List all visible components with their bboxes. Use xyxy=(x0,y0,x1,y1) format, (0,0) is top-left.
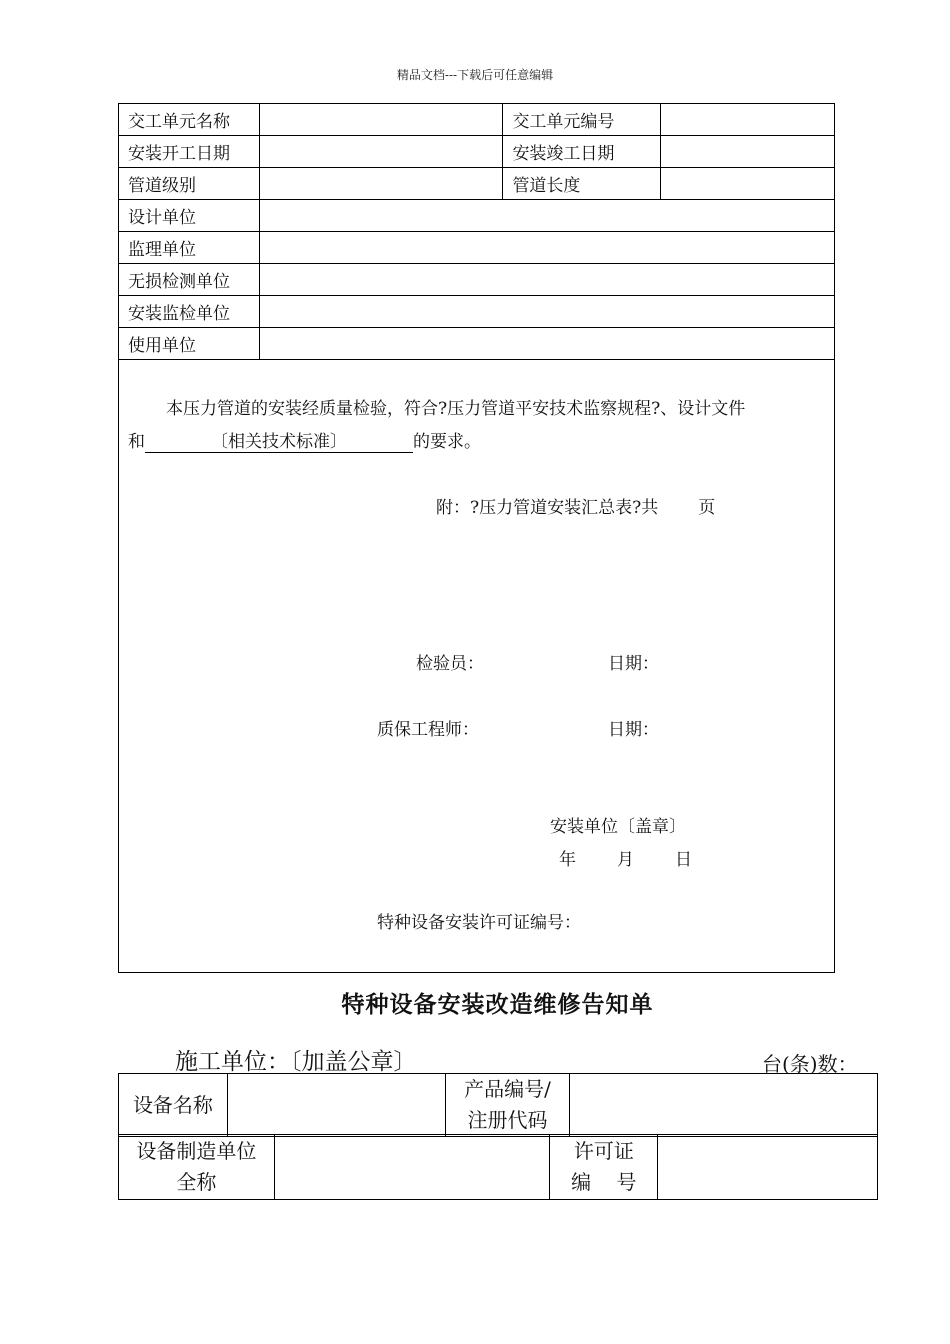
field-label: 交工单元名称 xyxy=(119,104,260,136)
field-label: 管道长度 xyxy=(503,168,661,200)
form-row xyxy=(119,264,835,296)
license-number-input[interactable] xyxy=(658,1135,878,1200)
attachment-prefix: 附：?压力管道安装汇总表?共 xyxy=(436,498,659,518)
seal-date-day: 日 xyxy=(675,850,692,870)
field-value-input[interactable] xyxy=(661,168,835,200)
manufacturer-label-line-2: 全称 xyxy=(176,1170,217,1194)
date-label: 日期： xyxy=(608,654,659,674)
field-label: 无损检测单位 xyxy=(119,264,260,296)
field-label: 管道级别 xyxy=(119,168,260,200)
statement-line-1: 本压力管道的安装经质量检验，符合?压力管道平安技术监察规程?、设计文件 xyxy=(166,399,746,419)
qa-engineer-label: 质保工程师： xyxy=(377,720,479,740)
standard-blank-field[interactable]: 〔相关技术标准〕 xyxy=(145,427,413,453)
notice-row xyxy=(119,1074,878,1137)
product-number-label-line-1: 产品编号/ xyxy=(464,1077,551,1101)
form-row xyxy=(119,296,835,328)
license-label xyxy=(550,1135,658,1200)
inspection-statement-cell xyxy=(119,360,835,973)
equipment-name-input[interactable] xyxy=(227,1074,445,1137)
attachment-note xyxy=(436,493,715,518)
product-number-label-line-2: 注册代码 xyxy=(467,1108,548,1132)
license-number-label: 特种设备安装许可证编号： xyxy=(377,913,581,933)
statement-suffix: 的要求。 xyxy=(413,432,481,452)
field-value-input[interactable] xyxy=(259,200,834,232)
field-value-input[interactable] xyxy=(259,136,503,168)
handover-form-table xyxy=(118,103,835,973)
manufacturer-label xyxy=(119,1135,275,1200)
form-row xyxy=(119,232,835,264)
field-label: 安装开工日期 xyxy=(119,136,260,168)
field-value-input[interactable] xyxy=(661,136,835,168)
notice-table-row-1 xyxy=(118,1073,878,1137)
seal-date-month: 月 xyxy=(617,850,634,870)
field-value-input[interactable] xyxy=(259,168,503,200)
manufacturer-input[interactable] xyxy=(274,1135,550,1200)
statement-prefix: 和 xyxy=(128,432,145,452)
field-value-input[interactable] xyxy=(661,104,835,136)
form-row xyxy=(119,328,835,360)
form-row xyxy=(119,200,835,232)
form-row xyxy=(119,136,835,168)
product-number-input[interactable] xyxy=(570,1074,878,1137)
construction-unit-label: 施工单位：〔加盖公章〕 xyxy=(175,1049,417,1075)
field-value-input[interactable] xyxy=(259,104,503,136)
product-number-label xyxy=(445,1074,570,1137)
field-label: 安装竣工日期 xyxy=(503,136,661,168)
field-label: 使用单位 xyxy=(119,328,260,360)
header-note: 精品文档---下载后可任意编辑 xyxy=(396,68,554,82)
field-label: 交工单元编号 xyxy=(503,104,661,136)
seal-date-year: 年 xyxy=(559,850,576,870)
field-value-input[interactable] xyxy=(259,296,834,328)
notice-title: 特种设备安装改造维修告知单 xyxy=(341,992,654,1018)
install-unit-seal-label: 安装单位〔盖章〕 xyxy=(550,817,686,837)
license-label-line-2: 编 号 xyxy=(571,1170,637,1194)
field-value-input[interactable] xyxy=(259,328,834,360)
statement-line-2 xyxy=(128,427,481,453)
license-label-line-1: 许可证 xyxy=(573,1139,634,1163)
form-row xyxy=(119,104,835,136)
form-row xyxy=(119,168,835,200)
field-value-input[interactable] xyxy=(259,264,834,296)
notice-table-row-2 xyxy=(118,1134,878,1200)
field-label: 设计单位 xyxy=(119,200,260,232)
manufacturer-label-line-1: 设备制造单位 xyxy=(136,1139,257,1163)
equipment-name-label: 设备名称 xyxy=(119,1074,228,1137)
notice-row xyxy=(119,1135,878,1200)
attachment-suffix: 页 xyxy=(698,498,716,518)
field-label: 监理单位 xyxy=(119,232,260,264)
date-label: 日期： xyxy=(608,720,659,740)
field-value-input[interactable] xyxy=(259,232,834,264)
count-label: 台(条)数： xyxy=(762,1052,858,1076)
field-label: 安装监检单位 xyxy=(119,296,260,328)
inspector-label: 检验员： xyxy=(416,654,484,674)
